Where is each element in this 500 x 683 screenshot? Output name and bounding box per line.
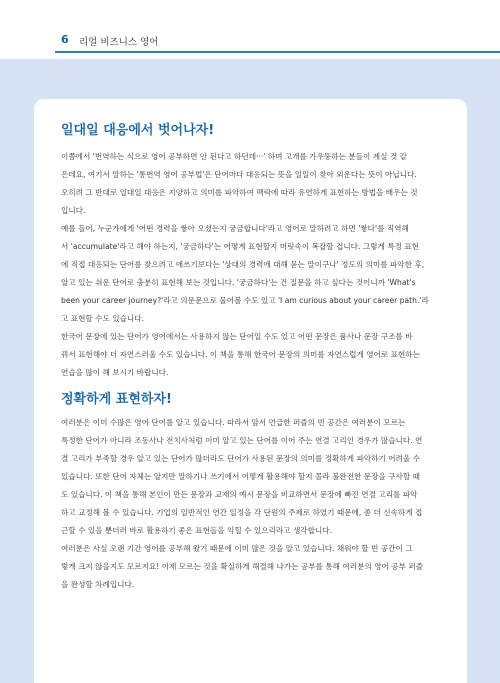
section-title: 정확하게 표현하자! [61, 392, 172, 407]
section-title: 일대일 대응에서 벗어나자! [61, 123, 215, 138]
page-number: 6 [61, 33, 69, 46]
text-line: 렇게 크지 않을지도 모르지요! 이제 모르는 것을 확실하게 해결해 나가는 공부를 통해 여러분의 영어 공부 퍼즐 [61, 562, 424, 571]
text-line: been your career journey?'라고 의문문으로 물어볼 수도 있고 'I am curious about your career path.'라 [61, 296, 429, 305]
text-line: 에 직접 대응되는 단어를 찾으려고 애쓰기보다는 '상대의 경력에 대해 묻는 말이구나' 정도의 의미를 파악한 후, [61, 260, 425, 269]
text-line: 이쯤에서 '번역하는 식으로 영어 공부하면 안 된다고 하던데···' 하며 고개를 가우뚱하는 분들이 계실 것 같 [61, 152, 407, 161]
section-body [61, 148, 449, 382]
section-body [61, 414, 449, 594]
text-line: 여러분은 사실 오랜 기간 영어를 공부해 왔기 때문에 이미 많은 것을 알고 있습니다. 채워야 할 빈 공간이 그 [61, 544, 413, 553]
header-rule [55, 51, 500, 53]
text-line: 입니다. [61, 206, 86, 215]
text-line: 여러분은 이미 수많은 영어 단어를 알고 있습니다. 따라서 앞서 언급한 퍼즐의 빈 공간은 여러분이 모르는 [61, 418, 406, 427]
text-line: 도 있습니다. 이 책을 통해 본인이 만든 문장과 교재의 예시 문장을 비교하면서 문장에 빠진 연결 고리를 파악 [61, 490, 418, 499]
text-line: 근할 수 있을 뿐더러 바로 활용하기 좋은 표현들을 익힐 수 있으리라고 생각합니다. [61, 526, 333, 535]
text-line: 특정한 단어가 아니라 조동사나 전치사처럼 이미 알고 있는 단어를 이어 주는 연결 고리인 경우가 많습니다. 연 [61, 436, 423, 445]
text-line: 연습을 많이 해 보시기 바랍니다. [61, 368, 169, 377]
text-line: 서 'accumulate'라고 해야 하는지, '궁금하다'는 어떻게 표현할지 머릿속이 복잡할 겁니다. 그렇게 특정 표현 [61, 242, 419, 251]
text-line: 있습니다. 또한 단어 자체는 알지만 말하기나 쓰기에서 어떻게 활용해야 할지 몰라 불완전한 문장을 구사할 때 [61, 472, 420, 481]
text-line: 은데요, 여기서 말하는 '통번역 영어 공부법'은 단어마다 대응되는 뜻을 일일이 찾아 외운다는 뜻이 아닙니다. [61, 170, 417, 179]
text-line: 하고 교정해 볼 수 있습니다. 기업의 일반적인 연간 일정을 각 단원의 주제로 하였기 때문에, 좀 더 신속하게 접 [61, 508, 423, 517]
text-line: 알고 있는 쉬운 단어로 충분히 표현해 보는 것입니다. '궁금하다'는 건 질문을 하고 싶다는 것이니까 'What's [61, 278, 416, 287]
text-line: 한국어 문장에 있는 단어가 영어에서는 사용하지 않는 단어일 수도 있고 어떤 문장은 품사나 문장 구조를 바 [61, 332, 413, 341]
page-header [0, 0, 500, 50]
text-line: 결 고리가 부족할 경우 알고 있는 단어가 많더라도 단어가 사용된 문장의 의미를 정확하게 파악하기 어려울 수 [61, 454, 420, 463]
text-line: 오히려 그 반대로 일대일 대응은 지양하고 의미를 파악하여 맥락에 따라 유연하게 표현하는 방법을 배우는 것 [61, 188, 418, 197]
text-line: 예를 들어, 누군가에게 '어떤 경력을 쌓아 오셨는지 궁금합니다'라고 영어로 말하려고 하면 '쌓다'를 직역해 [61, 224, 409, 233]
running-title: 리얼 비즈니스 영어 [79, 37, 159, 48]
text-line: 고 표현할 수도 있습니다. [61, 314, 145, 323]
text-line: 꿔서 표현해야 더 자연스러울 수도 있습니다. 이 책을 통해 한국어 문장의 의미를 자연스럽게 영어로 표현하는 [61, 350, 420, 359]
text-line: 을 완성할 차례입니다. [61, 580, 135, 589]
